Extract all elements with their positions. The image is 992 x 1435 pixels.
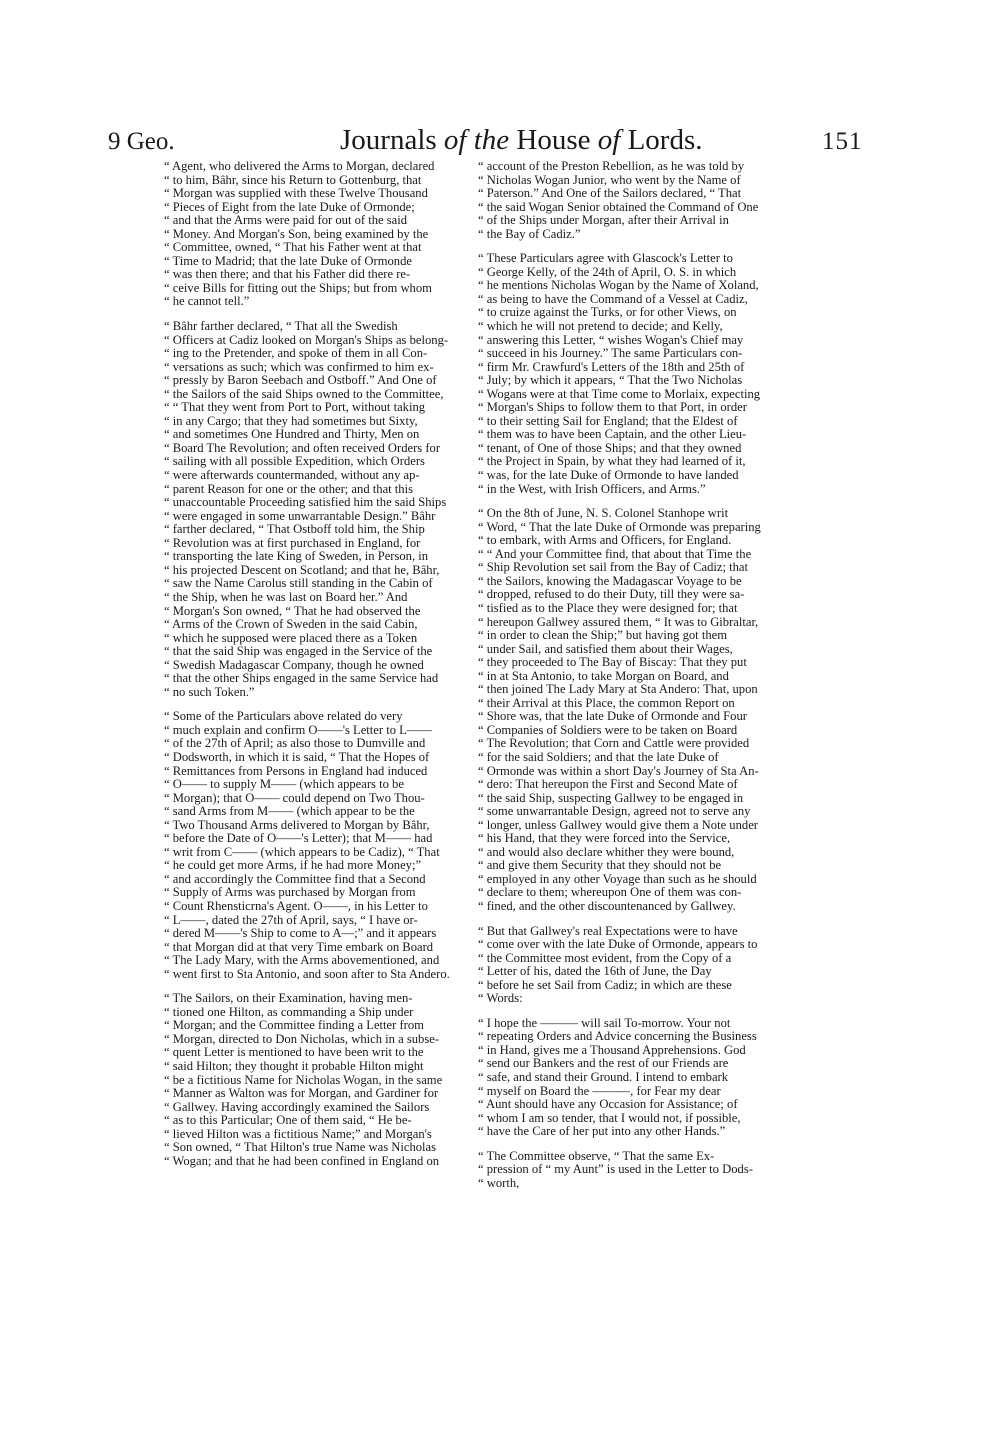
- left-column: [164, 160, 469, 1179]
- left-paragraph-3: “ Some of the Particulars above related do very “ much explain and confirm O——'s Letter to L—— “ of the 27th of April; as also those to Dumville and “ Dodsworth, in which it is said, “ That the Hopes of “ Remittances from Persons in England had induced “ O—— to supply M—— (which appears to be “ Morgan); that O—— could depend on Two Thou- “ sand Arms from M—— (which appear to be the “ Two Thousand Arms delivered to Morgan by Bâhr, “ before the Date of O——'s Letter); that M—— had “ writ from C—— (which appears to be Cadiz), “ That “ he could get more Arms, if he had more Money;” “ and accordingly the Committee find that a Second “ Supply of Arms was purchased by Morgan from “ Count Rhensticrna's Agent. O——, in his Letter to “ L——, dated the 27th of April, says, “ I have or- “ dered M——'s Ship to come to A—;” and it appears “ that Morgan did at that very Time embark on Board “ The Lady Mary, with the Arms abovementioned, and “ went first to Sta Antonio, and soon after to Sta Andero.: [164, 709, 450, 981]
- page-number: 151: [822, 128, 863, 155]
- right-paragraph-2: “ These Particulars agree with Glascock's Letter to “ George Kelly, of the 24th of April, O. S. in which “ he mentions Nicholas Wogan by the Name of Xoland, “ as being to have the Command of a Vessel at Cadiz, “ to cruize against the Turks, or for other Views, on “ which he will not pretend to decide; and Kelly, “ answering this Letter, “ wishes Wogan's Chief may “ succeed in his Journey.” The same Particulars con- “ firm Mr. Crawfurd's Letters of the 18th and 25th of “ July; by which it appears, “ That the Two Nicholas “ Wogans were at that Time come to Morlaix, expecting “ Morgan's Ships to follow them to that Port, in order “ to their setting Sail for England; that the Eldest of “ them was to have been Captain, and the other Lieu- “ tenant, of One of those Ships; and that they owned “ the Project in Spain, by what they had learned of it, “ was, for the late Duke of Ormonde to have landed “ in the West, with Irish Officers, and Arms.”: [478, 251, 761, 496]
- running-head-regnal-year: 9 Geo.: [108, 128, 175, 155]
- right-paragraph-5: “ I hope the ——— will sail To-morrow. Your not “ repeating Orders and Advice concerning the Business “ in Hand, gives me a Thousand Apprehensions. God “ send our Bankers and the rest of our Friends are “ safe, and stand their Ground. I intend to embark “ myself on Board the ———, for Fear my dear “ Aunt should have any Occasion for Assistance; of “ whom I am so tender, that I would not, if possible, “ have the Care of her put into any other Hands.”: [478, 1015, 757, 1139]
- title-of-the: of the: [443, 124, 510, 156]
- title-lords: Lords.: [627, 124, 703, 156]
- running-head-title: [340, 124, 703, 157]
- right-paragraph-3: “ On the 8th of June, N. S. Colonel Stanhope writ “ Word, “ That the late Duke of Ormonde was preparing “ to embark, with Arms and Officers, for England. “ “ And your Committee find, that about that Time the “ Ship Revolution set sail from the Bay of Cadiz; that “ the Sailors, knowing the Madagascar Voyage to be “ dropped, refused to do their Duty, till they were sa- “ tisfied as to the Place they were designed for; that “ hereupon Gallwey assured them, “ It was to Gibraltar, “ in order to clean the Ship;” but having got them “ under Sail, and satisfied them about their Wages, “ they proceeded to The Bay of Biscay: That they put “ in at Sta Antonio, to take Morgan on Board, and “ then joined The Lady Mary at Sta Andero: That, upon “ their Arrival at this Place, the common Report on “ Shore was, that the late Duke of Ormonde and Four “ Companies of Soldiers were to be taken on Board “ The Revolution; that Corn and Cattle were provided “ for the said Soldiers; and that the late Duke of “ Ormonde was within a short Day's Journey of Sta An- “ dero: That hereupon the First and Second Mate of “ the said Ship, suspecting Gallwey to be engaged in “ some unwarrantable Design, agreed not to serve any “ longer, unless Gallwey would give them a Note under “ his Hand, that they were forced into the Service, “ and would also declare whither they were bound, “ and give them Security that they should not be “ employed in any other Voyage than such as he should “ declare to them; whereupon One of them was con- “ fined, and the other discountenanced by Gallwey.: [478, 506, 761, 913]
- left-paragraph-1: “ Agent, who delivered the Arms to Morgan, declared “ to him, Bâhr, since his Return to Gottenburg, that “ Morgan was supplied with these Twelve Thousand “ Pieces of Eight from the late Duke of Ormonde; “ and that the Arms were paid for out of the said “ Money. And Morgan's Son, being examined by the “ Committee, owned, “ That his Father went at that “ Time to Madrid; that the late Duke of Ormonde “ was then there; and that his Father did there re- “ ceive Bills for fitting out the Ships; but from whom “ he cannot tell.”: [164, 159, 435, 309]
- left-paragraph-2: “ Bâhr farther declared, “ That all the Swedish “ Officers at Cadiz looked on Morgan's Ships as belong- “ ing to the Pretender, and spoke of them in all Con- “ versations as such; which was confirmed to him ex- “ pressly by Baron Seebach and Ostboff.” And One of “ the Sailors of the said Ships owned to the Committee, “ “ That they went from Port to Port, without taking “ in any Cargo; that they had sometimes but Sixty, “ and sometimes One Hundred and Thirty, Men on “ Board The Revolution; and often received Orders for “ sailing with all possible Expedition, which Orders “ were afterwards countermanded, without any ap- “ parent Reason for one or the other; and that this “ unaccountable Proceeding satisfied him the said Ships “ were engaged in some unwarrantable Design.” Bâhr “ farther declared, “ That Ostboff told him, the Ship “ Revolution was at first purchased in England, for “ transporting the late King of Sweden, in Person, in “ his projected Descent on Scotland; and that he, Bâhr, “ saw the Name Carolus still standing in the Cabin of “ the Ship, when he was last on Board her.” And “ Morgan's Son owned, “ That he had observed the “ Arms of the Crown of Sweden in the said Cabin, “ which he supposed were placed there as a Token “ that the said Ship was engaged in the Service of the “ Swedish Madagascar Company, though he owned “ that the other Ships engaged in the same Service had “ no such Token.”: [164, 319, 449, 699]
- right-column: [478, 160, 786, 1201]
- right-paragraph-6: “ The Committee observe, “ That the same Ex- “ pression of “ my Aunt” is used in the Letter to Dods- “ worth,: [478, 1148, 753, 1190]
- title-of: of: [597, 124, 621, 156]
- right-paragraph-1: “ account of the Preston Rebellion, as he was told by “ Nicholas Wogan Junior, who went by the Name of “ Paterson.” And One of the Sailors declared, “ That “ the said Wogan Senior obtained the Command of One “ of the Ships under Morgan, after their Arrival in “ the Bay of Cadiz.”: [478, 159, 759, 241]
- title-journals: Journals: [340, 124, 437, 156]
- left-paragraph-4: “ The Sailors, on their Examination, having men- “ tioned one Hilton, as commanding a Ship under “ Morgan; and the Committee finding a Letter from “ Morgan, directed to Don Nicholas, which in a subse- “ quent Letter is mentioned to have been writ to the “ said Hilton; they thought it probable Hilton might “ be a fictitious Name for Nicholas Wogan, in the same “ Manner as Walton was for Morgan, and Gardiner for “ Gallwey. Having accordingly examined the Sailors “ as to this Particular; One of them said, “ He be- “ lieved Hilton was a fictitious Name;” and Morgan's “ Son owned, “ That Hilton's true Name was Nicholas “ Wogan; and that he had been confined in England on: [164, 991, 443, 1168]
- title-house: House: [516, 124, 591, 156]
- right-paragraph-4: “ But that Gallwey's real Expectations were to have “ come over with the late Duke of Ormonde, appears to “ the Committee most evident, from the Copy of a “ Letter of his, dated the 16th of June, the Day “ before he set Sail from Cadiz; in which are these “ Words:: [478, 923, 758, 1006]
